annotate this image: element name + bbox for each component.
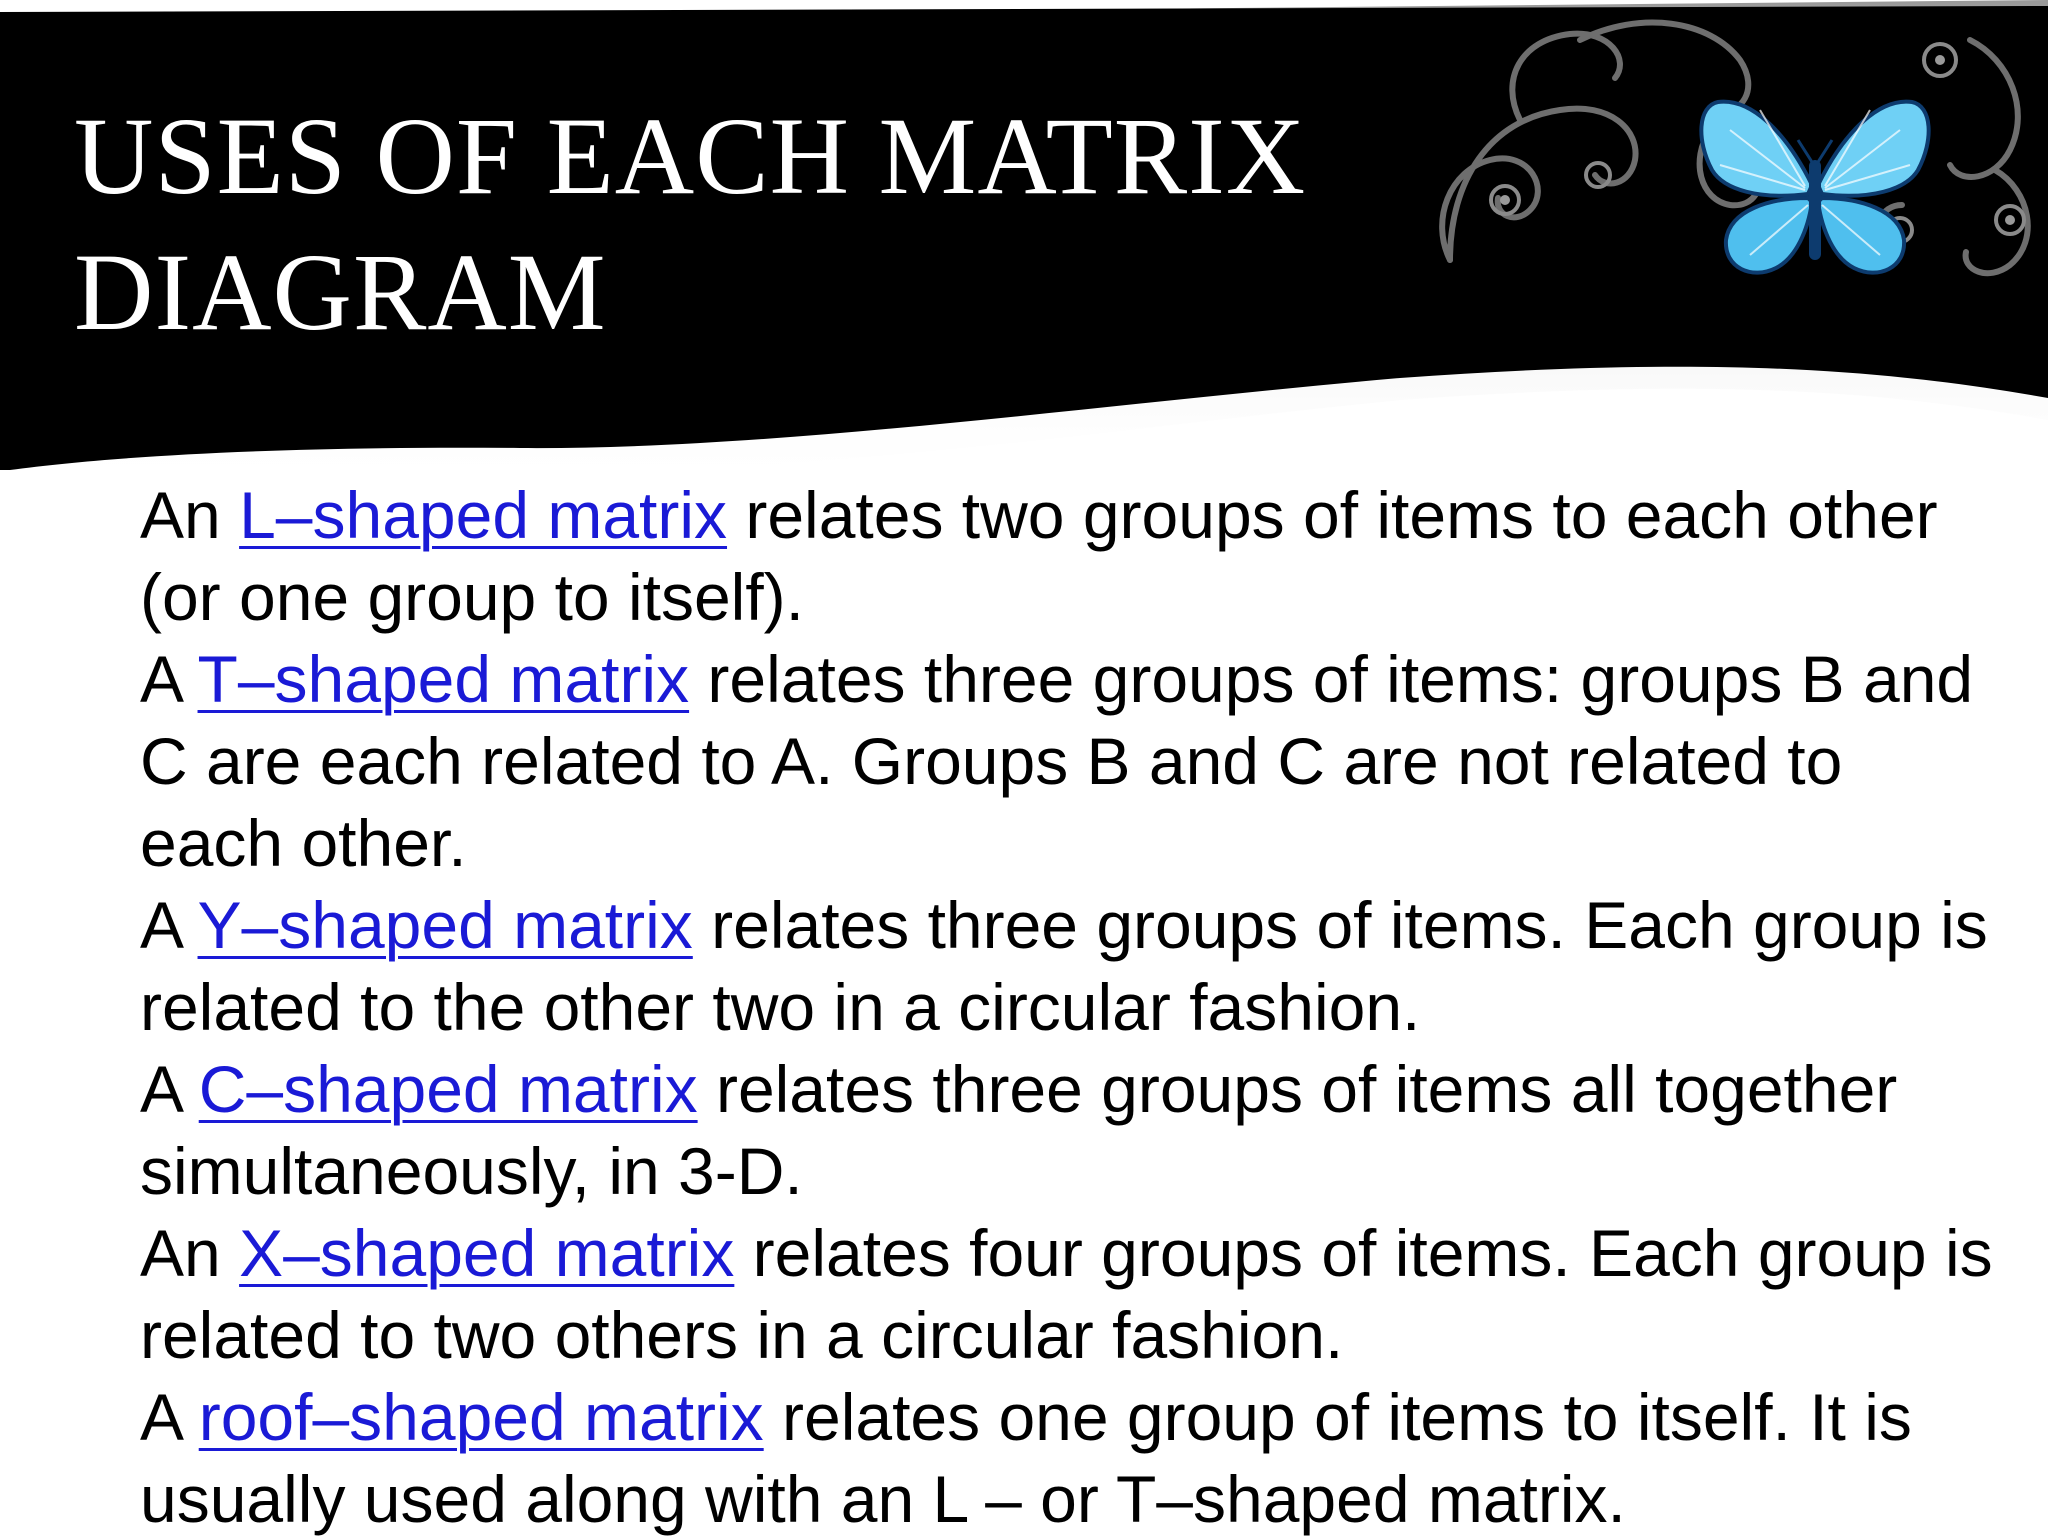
paragraph-text: relates four groups of items. Each group is related to two others in a circular fashion. bbox=[140, 1216, 1993, 1372]
link-t-shaped-matrix[interactable]: T–shaped matrix bbox=[197, 642, 690, 716]
paragraph-c-shaped bbox=[140, 1048, 2000, 1212]
body-text bbox=[140, 474, 2000, 1536]
paragraph-x-shaped bbox=[140, 1212, 2000, 1376]
paragraph-text: relates three groups of items: groups B and C are each related to A. Groups B and C are not related to each other. bbox=[140, 642, 1974, 880]
paragraph-l-shaped bbox=[140, 474, 2000, 638]
paragraph-prefix: An bbox=[140, 1216, 240, 1290]
link-x-shaped-matrix[interactable]: X–shaped matrix bbox=[239, 1216, 735, 1290]
slide-title-line-2: DIAGRAM bbox=[74, 231, 607, 353]
paragraph-prefix: A bbox=[140, 1052, 199, 1126]
paragraph-prefix: A bbox=[140, 642, 198, 716]
paragraph-prefix: An bbox=[140, 478, 240, 552]
paragraph-text: relates one group of items to itself. It is usually used along with an L – or T–shaped matrix. bbox=[140, 1380, 1912, 1536]
butterfly-icon bbox=[1690, 90, 1940, 290]
paragraph-text: relates three groups of items. Each group is related to the other two in a circular fashion. bbox=[140, 888, 1988, 1044]
faint-header-text bbox=[1420, 4, 2040, 44]
paragraph-roof-shaped bbox=[140, 1376, 2000, 1536]
slide-title-line-1: USES OF EACH MATRIX bbox=[74, 95, 1307, 217]
paragraph-text: relates three groups of items all together simultaneously, in 3-D. bbox=[140, 1052, 1898, 1208]
paragraph-text: relates two groups of items to each other (or one group to itself). bbox=[140, 478, 1938, 634]
paragraph-prefix: A bbox=[140, 1380, 199, 1454]
link-c-shaped-matrix[interactable]: C–shaped matrix bbox=[198, 1052, 698, 1126]
link-l-shaped-matrix[interactable]: L–shaped matrix bbox=[239, 478, 728, 552]
paragraph-prefix: A bbox=[140, 888, 198, 962]
slide-title bbox=[74, 88, 1374, 360]
paragraph-t-shaped bbox=[140, 638, 2000, 884]
link-y-shaped-matrix[interactable]: Y–shaped matrix bbox=[197, 888, 693, 962]
link-roof-shaped-matrix[interactable]: roof–shaped matrix bbox=[198, 1380, 764, 1454]
paragraph-y-shaped bbox=[140, 884, 2000, 1048]
